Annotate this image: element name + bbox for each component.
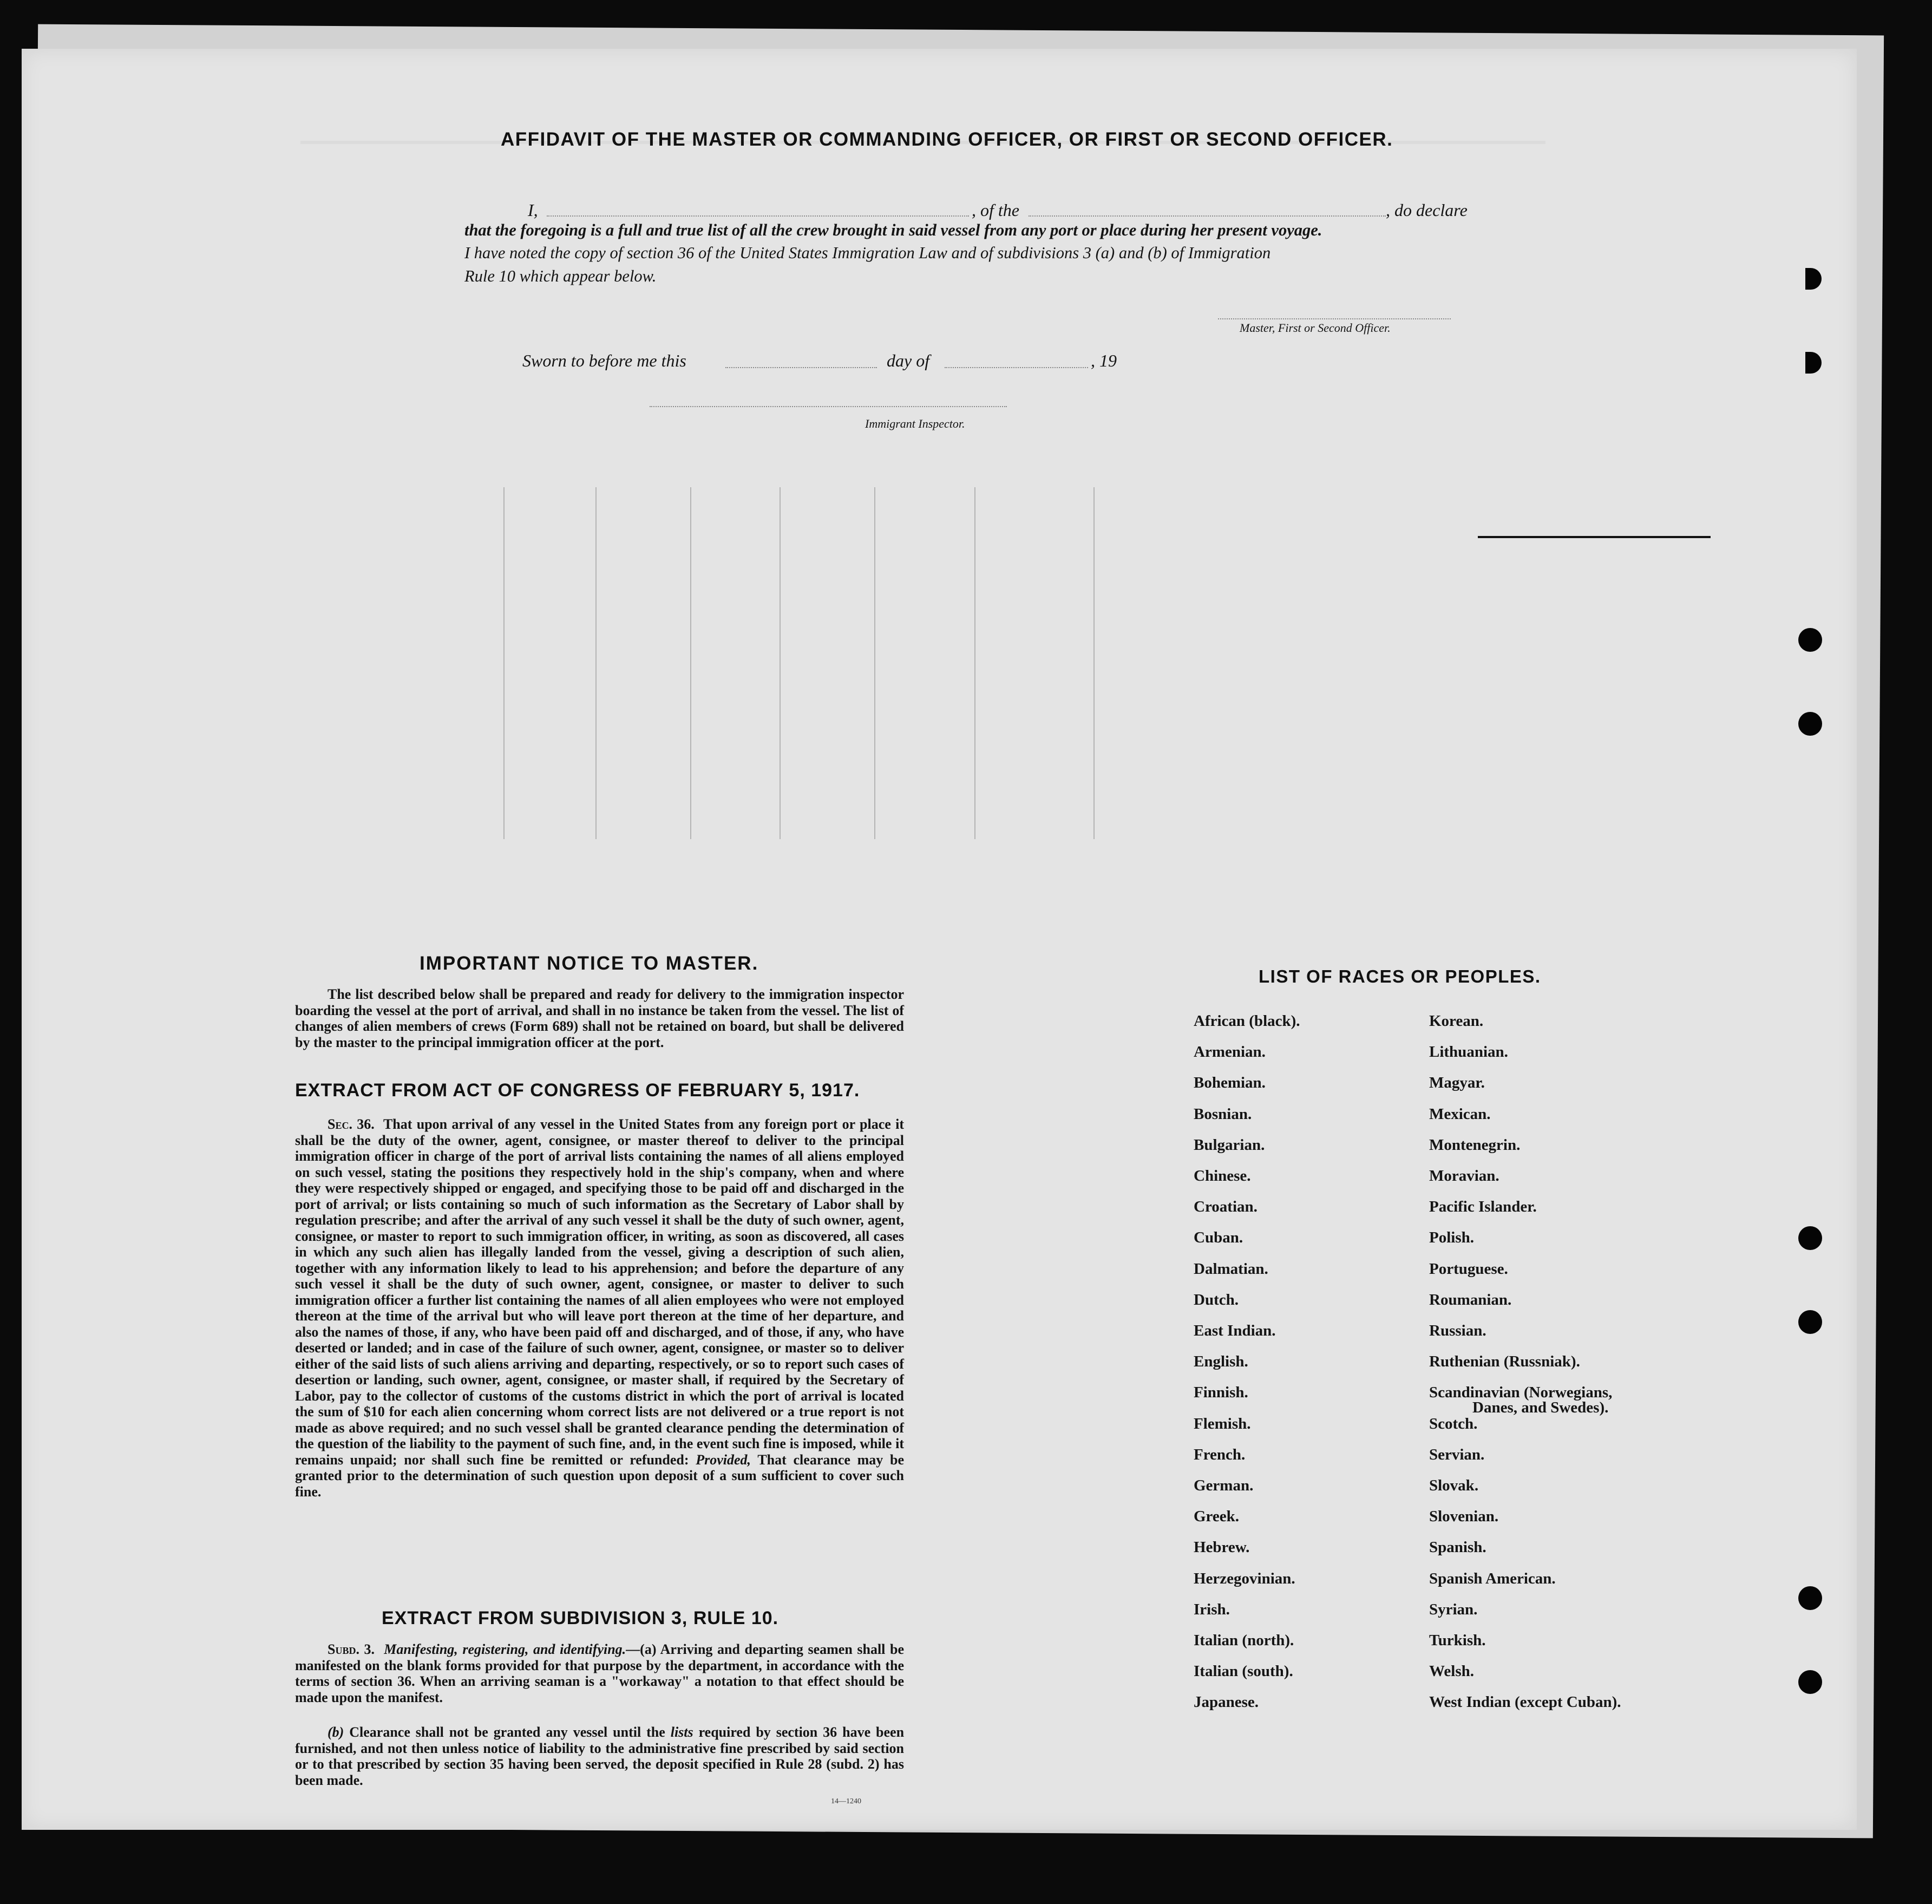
race-item: Hebrew. xyxy=(1194,1539,1250,1556)
affidavit-i: I, xyxy=(528,200,538,220)
subd-title: Manifesting, registering, and identifying. xyxy=(384,1641,626,1657)
race-item: Dutch. xyxy=(1194,1291,1239,1308)
race-item: Syrian. xyxy=(1429,1600,1478,1618)
inspector-caption: Immigrant Inspector. xyxy=(865,417,965,430)
part-b-lists: lists xyxy=(670,1724,693,1740)
ruling-line xyxy=(780,487,781,839)
affidavit-line-4: Rule 10 which appear below. xyxy=(464,267,657,285)
punch-hole xyxy=(1798,712,1822,736)
ruling-line xyxy=(1093,487,1095,839)
race-item: Roumanian. xyxy=(1429,1291,1512,1308)
race-item: Scandinavian (Norwegians, xyxy=(1429,1384,1613,1402)
race-item: Finnish. xyxy=(1194,1384,1248,1402)
race-item: German. xyxy=(1194,1477,1254,1494)
race-item: Korean. xyxy=(1429,1012,1484,1030)
subd-label: Subd. 3. xyxy=(328,1641,375,1657)
ruling-line xyxy=(974,487,975,839)
race-item: Turkish. xyxy=(1429,1632,1486,1649)
act-body xyxy=(295,1116,904,1500)
race-item: Spanish. xyxy=(1429,1539,1486,1556)
punch-hole xyxy=(1798,628,1822,652)
race-item: Slovak. xyxy=(1429,1477,1479,1494)
affidavit-line-2: that the foregoing is a full and true list of all the crew brought in said vessel from any port or place during her present voyage. xyxy=(464,221,1322,239)
race-item: Irish. xyxy=(1194,1600,1230,1618)
race-item: Magyar. xyxy=(1429,1074,1485,1092)
section-text: That upon arrival of any vessel in the United States from any foreign port or place it shall be the duty of the owner, agent, consignee, or master thereof to deliver to the principal immigration officer in charge of the port of arrival lists containing the names of all aliens employed on such vessel, stating the positions they respectively hold in the ship's company, when and where they were respectively shipped or engaged, and specifying those to be paid off and discharged in the port of arrival; or lists containing so much of such information as the Secretary of Labor shall by regulation prescribe; and after the arrival of any such vessel it shall be the duty of such owner, agent, consignee, or master to report to such immigration officer, in writing, as soon as discovered, all cases in which any such alien has illegally landed from the vessel, giving a description of such alien, together with any information likely to lead to his apprehension; and before the departure of any such vessel it shall be the duty of such owner, agent, consignee, or master to deliver to such immigration officer a further list containing the names of all alien employees who were not employed thereon at the time of the arrival but who will leave port thereon at the time of her departure, and also the names of those, if any, who have been paid off and discharged, and of those, if any, who have deserted or landed; and in case of the failure of such owner, agent, consignee, or master so to deliver either of the said lists of such aliens arriving and departing, respectively, or so to report such cases of desertion or landing, such owner, agent, consignee, or master shall, if required by the Secretary of Labor, pay to the collector of customs of the customs district in which the port of arrival is located the sum of $10 for each alien concerning whom correct lists are not delivered or a true report is not made as above required; and no such vessel shall be granted clearance pending the determination of the question of the liability to the payment of such fine, and, in the event such fine is imposed, while it remains unpaid; nor shall such fine be remitted or refunded: xyxy=(295,1116,905,1468)
race-item: Herzegovinian. xyxy=(1194,1569,1295,1587)
race-item: Bohemian. xyxy=(1194,1074,1266,1092)
vessel-blank[interactable] xyxy=(1029,215,1386,217)
day-of-label: day of xyxy=(887,351,930,370)
race-item: Italian (south). xyxy=(1194,1663,1293,1680)
race-item: Slovenian. xyxy=(1429,1508,1499,1526)
race-item: Cuban. xyxy=(1194,1229,1243,1247)
day-blank[interactable] xyxy=(725,367,877,368)
month-blank[interactable] xyxy=(945,367,1088,368)
race-item: English. xyxy=(1194,1353,1248,1371)
race-item: Mexican. xyxy=(1429,1105,1491,1123)
affidavit-line-3: I have noted the copy of section 36 of the United States Immigration Law and of subdivisions 3 (a) and (b) of Immigration xyxy=(464,244,1271,262)
race-item: Bulgarian. xyxy=(1194,1136,1265,1154)
rule-body-a xyxy=(295,1641,904,1705)
notice-body: The list described below shall be prepared and ready for delivery to the immigration inspector boarding the vessel at the port of arrival, and shall in no instance be taken from the vessel. The list of changes of alien members of crews (Form 689) shall not be retained on board, but shall be delivered by the master to the principal immigration officer at the port. xyxy=(295,986,904,1050)
sworn-label: Sworn to before me this xyxy=(522,351,686,370)
race-item: Greek. xyxy=(1194,1508,1240,1526)
signature-caption: Master, First or Second Officer. xyxy=(1240,321,1391,335)
section-text-end: That clearance may be granted prior to the determination of such question upon deposit of a sum sufficient to cover such fine. xyxy=(295,1451,905,1500)
signature-blank[interactable] xyxy=(1218,318,1451,319)
race-item: Scotch. xyxy=(1429,1415,1478,1432)
part-b-pre: Clearance shall not be granted any vessel until the xyxy=(349,1724,665,1740)
race-item: Pacific Islander. xyxy=(1429,1198,1537,1216)
act-heading: EXTRACT FROM ACT OF CONGRESS OF FEBRUARY 5, 1917. xyxy=(295,1080,860,1101)
races-heading: LIST OF RACES OR PEOPLES. xyxy=(1259,966,1541,986)
race-item: Servian. xyxy=(1429,1445,1485,1463)
race-item: Spanish American. xyxy=(1429,1569,1556,1587)
race-item: Italian (north). xyxy=(1194,1632,1294,1649)
rule-mark xyxy=(1478,536,1711,538)
race-item: Polish. xyxy=(1429,1229,1474,1247)
section-label: Sec. 36. xyxy=(328,1116,375,1132)
affidavit-title: AFFIDAVIT OF THE MASTER OR COMMANDING OFFICER, OR FIRST OR SECOND OFFICER. xyxy=(501,129,1393,150)
rule-body-b xyxy=(295,1724,904,1788)
punch-hole xyxy=(1798,1586,1822,1610)
subd-part-a: —(a) Arriving and departing seamen shall be manifested on the blank forms provided for that purpose by the department, in accordance with the terms of section 36. When an arriving seaman is a "workaway" a notation to that effect should be made upon the manifest. xyxy=(295,1641,905,1705)
race-item: Croatian. xyxy=(1194,1198,1258,1216)
race-item: Russian. xyxy=(1429,1322,1486,1339)
punch-hole xyxy=(1798,1310,1822,1334)
year-label: , 19 xyxy=(1091,351,1117,370)
ruling-line xyxy=(503,487,505,839)
race-item: Flemish. xyxy=(1194,1415,1251,1432)
race-item: East Indian. xyxy=(1194,1322,1276,1339)
punch-hole xyxy=(1798,1226,1822,1250)
part-b-label: (b) xyxy=(328,1724,344,1740)
race-item: Chinese. xyxy=(1194,1167,1251,1185)
race-item: African (black). xyxy=(1194,1012,1300,1030)
affidavit-declare: , do declare xyxy=(1386,200,1468,220)
ruling-line xyxy=(690,487,691,839)
part-b-post: required by section 36 have been furnished, and not then unless notice of liability to the administrative fine prescribed by said section or to that prescribed by section 35 having been served, the deposit specified in Rule 28 (subd. 2) has been made. xyxy=(295,1724,905,1788)
race-item: Danes, and Swedes). xyxy=(1472,1399,1609,1417)
race-item: French. xyxy=(1194,1445,1246,1463)
race-item: Bosnian. xyxy=(1194,1105,1252,1123)
document-page xyxy=(22,49,1857,1830)
ruling-line xyxy=(874,487,875,839)
race-item: Armenian. xyxy=(1194,1043,1266,1061)
race-item: Lithuanian. xyxy=(1429,1043,1508,1061)
provided-word: Provided, xyxy=(696,1451,751,1468)
rule-heading: EXTRACT FROM SUBDIVISION 3, RULE 10. xyxy=(382,1608,779,1628)
notice-heading: IMPORTANT NOTICE TO MASTER. xyxy=(420,953,759,974)
race-item: Montenegrin. xyxy=(1429,1136,1521,1154)
race-item: Welsh. xyxy=(1429,1663,1474,1680)
race-item: Moravian. xyxy=(1429,1167,1499,1185)
race-item: West Indian (except Cuban). xyxy=(1429,1693,1621,1711)
race-item: Japanese. xyxy=(1194,1693,1259,1711)
ruling-line xyxy=(595,487,597,839)
race-item: Ruthenian (Russniak). xyxy=(1429,1353,1580,1371)
punch-hole xyxy=(1798,1670,1822,1694)
race-item: Portuguese. xyxy=(1429,1260,1508,1278)
race-item: Dalmatian. xyxy=(1194,1260,1268,1278)
name-blank[interactable] xyxy=(547,215,969,217)
form-code: 14—1240 xyxy=(831,1797,861,1805)
affidavit-of-the: , of the xyxy=(972,200,1019,220)
inspector-blank[interactable] xyxy=(650,406,1007,407)
